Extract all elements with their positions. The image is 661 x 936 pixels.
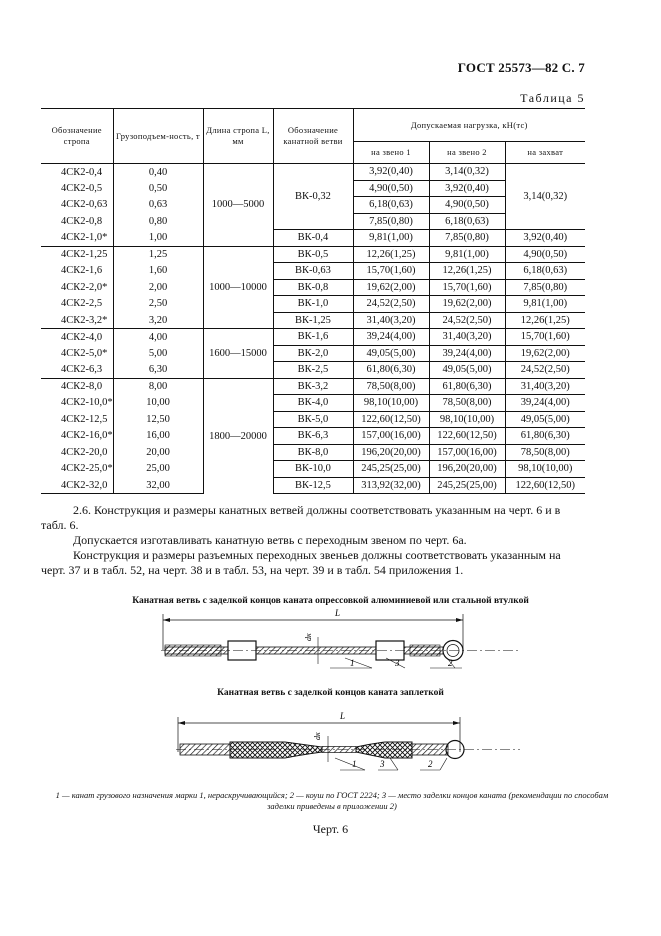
table-caption: Таблица 5 xyxy=(520,91,585,105)
cell-grip: 9,81(1,00) xyxy=(505,296,585,313)
cell-link2: 24,52(2,50) xyxy=(429,312,505,329)
cell-link2: 122,60(12,50) xyxy=(429,428,505,445)
cell-link1: 49,05(5,00) xyxy=(353,345,429,362)
rope-branch-spliced xyxy=(176,711,520,770)
cell-link1: 6,18(0,63) xyxy=(353,197,429,214)
cell-capacity: 0,63 xyxy=(113,197,203,214)
cell-length: 1800—20000 xyxy=(203,378,273,494)
cell-branch: ВК-2,0 xyxy=(273,345,353,362)
cell-capacity: 20,00 xyxy=(113,444,203,461)
header-branch: Обозначение канатной ветви xyxy=(273,109,353,164)
cell-grip: 7,85(0,80) xyxy=(505,279,585,296)
cell-capacity: 4,00 xyxy=(113,329,203,346)
cell-capacity: 1,60 xyxy=(113,263,203,280)
cell-link2: 31,40(3,20) xyxy=(429,329,505,346)
cell-capacity: 0,40 xyxy=(113,164,203,181)
cell-grip: 39,24(4,00) xyxy=(505,395,585,412)
cell-designation: 4СК2-5,0* xyxy=(41,345,113,362)
cell-link1: 157,00(16,00) xyxy=(353,428,429,445)
figure-caption-pressed: Канатная ветвь с заделкой концов каната опрессовкой алюминиевой или стальной втулкой xyxy=(132,596,529,606)
cell-branch: ВК-3,2 xyxy=(273,378,353,395)
cell-designation: 4СК2-0,5 xyxy=(41,180,113,197)
cell-capacity: 2,00 xyxy=(113,279,203,296)
header-grip: на захват xyxy=(505,142,585,164)
cell-branch: ВК-1,25 xyxy=(273,312,353,329)
cell-link2: 196,20(20,00) xyxy=(429,461,505,478)
header-designation: Обозначение стропа xyxy=(41,109,113,164)
cell-designation: 4СК2-3,2* xyxy=(41,312,113,329)
cell-branch: ВК-0,5 xyxy=(273,246,353,263)
cell-designation: 4СК2-0,8 xyxy=(41,213,113,230)
cell-branch: ВК-0,63 xyxy=(273,263,353,280)
cell-grip: 31,40(3,20) xyxy=(505,378,585,395)
figure-caption-spliced: Канатная ветвь с заделкой концов каната заплеткой xyxy=(217,688,444,698)
cell-link1: 313,92(32,00) xyxy=(353,477,429,494)
cell-length: 1000—5000 xyxy=(203,164,273,247)
cell-grip: 122,60(12,50) xyxy=(505,477,585,494)
cell-link2: 4,90(0,50) xyxy=(429,197,505,214)
cell-designation: 4СК2-20,0 xyxy=(41,444,113,461)
cell-link1: 3,92(0,40) xyxy=(353,164,429,181)
cell-link2: 9,81(1,00) xyxy=(429,246,505,263)
cell-grip: 98,10(10,00) xyxy=(505,461,585,478)
cell-grip: 19,62(2,00) xyxy=(505,345,585,362)
cell-branch: ВК-0,32 xyxy=(273,164,353,230)
cell-link2: 3,14(0,32) xyxy=(429,164,505,181)
cell-grip: 78,50(8,00) xyxy=(505,444,585,461)
cell-link1: 122,60(12,50) xyxy=(353,411,429,428)
cell-link2: 157,00(16,00) xyxy=(429,444,505,461)
cell-branch: ВК-1,0 xyxy=(273,296,353,313)
rope-branch-pressed xyxy=(161,608,520,668)
length-label-2: L xyxy=(340,711,346,721)
length-label-1: L xyxy=(335,608,341,618)
cell-link1: 4,90(0,50) xyxy=(353,180,429,197)
cell-link1: 15,70(1,60) xyxy=(353,263,429,280)
cell-designation: 4СК2-1,0* xyxy=(41,230,113,247)
cell-capacity: 16,00 xyxy=(113,428,203,445)
cell-designation: 4СК2-16,0* xyxy=(41,428,113,445)
cell-capacity: 2,50 xyxy=(113,296,203,313)
cell-link2: 12,26(1,25) xyxy=(429,263,505,280)
paragraph-transition-links: Конструкция и размеры разъемных переходных звеньев должны соответствовать указанным на черт. 37 и в табл. 52, на черт. 38 и в табл. 53, на черт. 39 и в табл. 54 приложения 1. xyxy=(41,548,561,577)
cell-link2: 7,85(0,80) xyxy=(429,230,505,247)
cell-link1: 78,50(8,00) xyxy=(353,378,429,395)
cell-link2: 78,50(8,00) xyxy=(429,395,505,412)
cell-branch: ВК-12,5 xyxy=(273,477,353,494)
cell-link1: 9,81(1,00) xyxy=(353,230,429,247)
callout-1-top: 1 xyxy=(350,658,355,668)
callout-1-bottom: 1 xyxy=(352,759,357,769)
cell-capacity: 10,00 xyxy=(113,395,203,412)
diameter-label-2: dк xyxy=(313,732,322,740)
cell-link1: 19,62(2,00) xyxy=(353,279,429,296)
cell-grip: 24,52(2,50) xyxy=(505,362,585,379)
cell-designation: 4СК2-12,5 xyxy=(41,411,113,428)
cell-grip: 61,80(6,30) xyxy=(505,428,585,445)
cell-designation: 4СК2-0,63 xyxy=(41,197,113,214)
cell-link1: 24,52(2,50) xyxy=(353,296,429,313)
cell-designation: 4СК2-1,25 xyxy=(41,246,113,263)
header-load: Допускаемая нагрузка, кН(тс) xyxy=(353,109,585,142)
cell-grip: 15,70(1,60) xyxy=(505,329,585,346)
cell-link2: 61,80(6,30) xyxy=(429,378,505,395)
cell-capacity: 5,00 xyxy=(113,345,203,362)
callout-2-top: 2 xyxy=(448,658,453,668)
cell-designation: 4СК2-0,4 xyxy=(41,164,113,181)
cell-link1: 31,40(3,20) xyxy=(353,312,429,329)
paragraph-allowance: Допускается изготавливать канатную ветвь с переходным звеном по черт. 6а. xyxy=(73,533,467,547)
cell-link1: 245,25(25,00) xyxy=(353,461,429,478)
cell-branch: ВК-6,3 xyxy=(273,428,353,445)
cell-capacity: 12,50 xyxy=(113,411,203,428)
cell-link2: 98,10(10,00) xyxy=(429,411,505,428)
cell-capacity: 25,00 xyxy=(113,461,203,478)
cell-link2: 15,70(1,60) xyxy=(429,279,505,296)
cell-length: 1600—15000 xyxy=(203,329,273,379)
cell-capacity: 8,00 xyxy=(113,378,203,395)
cell-grip: 6,18(0,63) xyxy=(505,263,585,280)
document-header: ГОСТ 25573—82 С. 7 xyxy=(457,60,585,75)
cell-link1: 98,10(10,00) xyxy=(353,395,429,412)
callout-2-bottom: 2 xyxy=(428,759,433,769)
cell-grip: 49,05(5,00) xyxy=(505,411,585,428)
cell-grip: 3,92(0,40) xyxy=(505,230,585,247)
cell-link1: 7,85(0,80) xyxy=(353,213,429,230)
cell-link1: 12,26(1,25) xyxy=(353,246,429,263)
cell-capacity: 0,80 xyxy=(113,213,203,230)
cell-link2: 49,05(5,00) xyxy=(429,362,505,379)
cell-designation: 4СК2-25,0* xyxy=(41,461,113,478)
cell-link2: 245,25(25,00) xyxy=(429,477,505,494)
cell-link2: 3,92(0,40) xyxy=(429,180,505,197)
cell-designation: 4СК2-4,0 xyxy=(41,329,113,346)
cell-designation: 4СК2-10,0* xyxy=(41,395,113,412)
cell-grip: 3,14(0,32) xyxy=(505,164,585,230)
header-length: Длина стропа L, мм xyxy=(203,109,273,164)
cell-designation: 4СК2-1,6 xyxy=(41,263,113,280)
cell-branch: ВК-4,0 xyxy=(273,395,353,412)
cell-branch: ВК-0,4 xyxy=(273,230,353,247)
cell-link2: 6,18(0,63) xyxy=(429,213,505,230)
cell-grip: 12,26(1,25) xyxy=(505,312,585,329)
header-capacity: Грузоподъем-ность, т xyxy=(113,109,203,164)
cell-link2: 19,62(2,00) xyxy=(429,296,505,313)
cell-branch: ВК-8,0 xyxy=(273,444,353,461)
diameter-label-1: dк xyxy=(304,633,313,641)
figure-legend: 1 — канат грузового назначения марки 1, нераскручивающийся; 2 — коуш по ГОСТ 2224; 3 — место заделки концов каната (рекомендации по способам заделки приведены в приложении 2) xyxy=(55,790,609,811)
cell-link1: 39,24(4,00) xyxy=(353,329,429,346)
header-link1: на звено 1 xyxy=(353,142,429,164)
cell-link1: 61,80(6,30) xyxy=(353,362,429,379)
figure-number: Черт. 6 xyxy=(312,822,349,836)
cell-grip: 4,90(0,50) xyxy=(505,246,585,263)
cell-link1: 196,20(20,00) xyxy=(353,444,429,461)
cell-capacity: 1,00 xyxy=(113,230,203,247)
cell-designation: 4СК2-32,0 xyxy=(41,477,113,494)
callout-3-top: 3 xyxy=(395,658,400,668)
cell-length: 1000—10000 xyxy=(203,246,273,329)
cell-branch: ВК-0,8 xyxy=(273,279,353,296)
cell-branch: ВК-2,5 xyxy=(273,362,353,379)
cell-designation: 4СК2-2,0* xyxy=(41,279,113,296)
cell-capacity: 1,25 xyxy=(113,246,203,263)
cell-designation: 4СК2-8,0 xyxy=(41,378,113,395)
header-link2: на звено 2 xyxy=(429,142,505,164)
cell-capacity: 32,00 xyxy=(113,477,203,494)
cell-capacity: 6,30 xyxy=(113,362,203,379)
cell-branch: ВК-10,0 xyxy=(273,461,353,478)
cell-capacity: 3,20 xyxy=(113,312,203,329)
cell-branch: ВК-5,0 xyxy=(273,411,353,428)
paragraph-2-6: 2.6. Конструкция и размеры канатных ветвей должны соответствовать указанным на черт. 6 и в табл. 6. xyxy=(41,503,561,532)
callout-3-bottom: 3 xyxy=(380,759,385,769)
cell-designation: 4СК2-6,3 xyxy=(41,362,113,379)
cell-designation: 4СК2-2,5 xyxy=(41,296,113,313)
cell-branch: ВК-1,6 xyxy=(273,329,353,346)
cell-capacity: 0,50 xyxy=(113,180,203,197)
cell-link2: 39,24(4,00) xyxy=(429,345,505,362)
